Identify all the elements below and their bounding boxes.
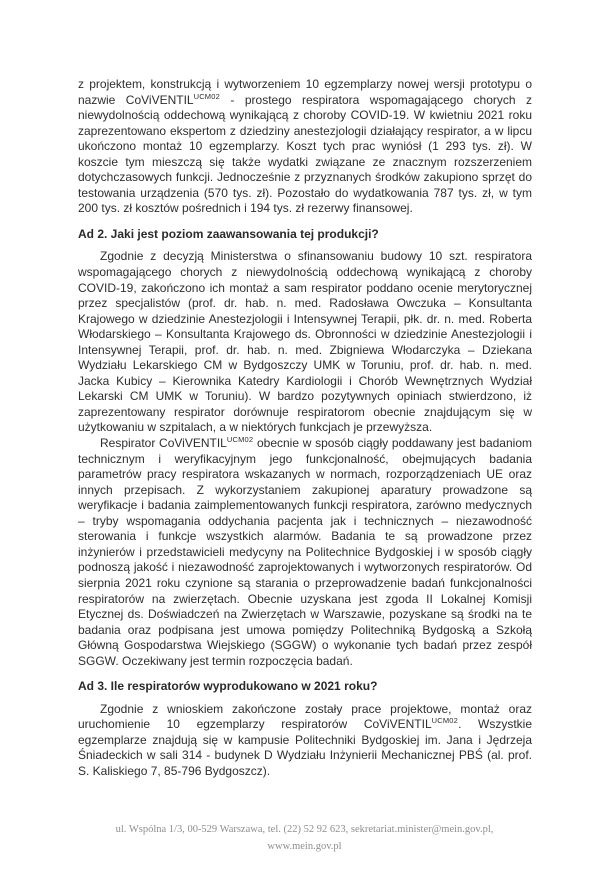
paragraph-text: Zgodnie z wnioskiem zakończone zostały prace projektowe, montaż oraz uruchomienie 10 egzemplarzy respiratorów CoViVENTIL: [78, 701, 532, 732]
letter-body: [78, 77, 532, 780]
paragraph-text: . Wszystkie egzemplarze znajdują się w kampusie Politechniki Bydgoskiej im. Jana i Jędrzeja Śniadeckich w sali 314 - budynek D Wydziału Inżynierii Mechanicznej PBŚ (al. prof. S. Kaliskiego 7, 85-796 Bydgoszcz).: [78, 717, 532, 778]
superscript-ucm02: UCM02: [193, 91, 221, 101]
superscript-ucm02: UCM02: [226, 435, 254, 445]
paragraph-text: Respirator CoViVENTIL: [100, 436, 227, 451]
paragraph-ad2-body: Zgodnie z decyzją Ministerstwa o sfinansowaniu budowy 10 szt. respiratora wspomagającego chorych z niewydolnością oddechową wynikającą z choroby COVID-19, zakończono ich montaż a sam respirator poddano ocenie merytorycznej przez specjalistów (prof. dr. hab. n. med. Radosława Owczuka – Konsultanta Krajowego w dziedzinie Anestezjologii i Intensywnej Terapii, płk. dr. n. med. Roberta Włodarskiego – Konsultanta Krajowego ds. Obronności w dziedzinie Anestezjologii i Intensywnej Terapii, prof. dr. hab. n. med. Zbigniewa Włodarczyka – Dziekana Wydziału Lekarskiego CM w Bydgoszczy UMK w Toruniu, prof. dr. hab. n. med. Jacka Kubicy – Kierownika Katedry Kardiologii i Chorób Wewnętrznych Wydział Lekarski CM UMK w Toruniu). W bardzo pozytywnych opiniach stwierdzono, iż zaprezentowany respirator dorównuje respiratorom obecnie znajdującym się w użytkowaniu w szpitalach, a w niektórych funkcjach je przewyższa.: [78, 249, 532, 435]
paragraph-text: obecnie w sposób ciągły poddawany jest badaniom technicznym i weryfikacyjnym jego funkcjonalność, obejmujących badania parametrów pracy respiratora wskazanych w normach, rozporządzeniach UE oraz innych przepisach. Z wykorzystaniem zakupionej aparatury prowadzone są weryfikacje i badania zaimplementowanych funkcji respiratora, zarówno medycznych – tryby wspomagania oddychania pacjenta jak i technicznych – niezawodność sterowania i funkcje wszystkich alarmów. Badania te są prowadzone przez inżynierów i przedstawicieli medycyny na Politechnice Bydgoskiej i w sposób ciągły podnoszą jakość i niezawodność zaprojektowanych i wytworzonych respiratorów. Od sierpnia 2021 roku czynione są starania o przeprowadzenie badań funkcjonalności respiratorów na zwierzętach. Obecnie uzyskana jest zgoda II Lokalnej Komisji Etycznej ds. Doświadczeń na Zwierzętach w Warszawie, pozyskane są środki na te badania oraz podpisana jest umowa pomiędzy Politechniką Bydgoską a Szkołą Główną Gospodarstwa Wiejskiego (SGGW) o wykonanie tych badań przez zespół SGGW. Oczekiwany jest termin rozpoczęcia badań.: [78, 436, 532, 668]
paragraph-ad3-body: [78, 702, 532, 780]
paragraph-text: - prostego respiratora wspomagającego chorych z niewydolnością oddechową wynikającą z choroby COVID-19. W kwietniu 2021 roku zaprezentowano ekspertom z dziedziny anestezjologii działający respirator, a w lipcu ukończono montaż 10 egzemplarzy. Koszt tych prac wyniósł (1 293 tys. zł). W koszcie tym mieszczą się także wydatki związane ze znacznym rozszerzeniem dotychczasowych funkcji. Jednocześnie z przyznanych środków zakupiono sprzęt do testowania urządzenia (570 tys. zł). Pozostało do wydatkowania 787 tys. zł, w tym 200 tys. zł kosztów pośrednich i 194 tys. zł rezerwy finansowej.: [78, 92, 532, 216]
superscript-ucm02: UCM02: [431, 716, 459, 726]
paragraph-respirator-testing: [78, 436, 532, 669]
page-footer: [0, 821, 609, 855]
footer-website: www.mein.gov.pl: [267, 841, 342, 852]
paragraph-text: z projektem, konstrukcją i wytworzeniem 10 egzemplarzy nowej wersji prototypu o nazwie CoViVENTIL: [78, 77, 532, 107]
paragraph-project-continuation: [78, 77, 532, 217]
footer-address-line: ul. Wspólna 1/3, 00-529 Warszawa, tel. (22) 52 92 623, sekretariat.minister@mein.gov.pl,: [115, 824, 494, 835]
heading-ad2: Ad 2. Jaki jest poziom zaawansowania tej produkcji?: [78, 226, 379, 241]
heading-ad3: Ad 3. Ile respiratorów wyprodukowano w 2021 roku?: [78, 679, 378, 694]
